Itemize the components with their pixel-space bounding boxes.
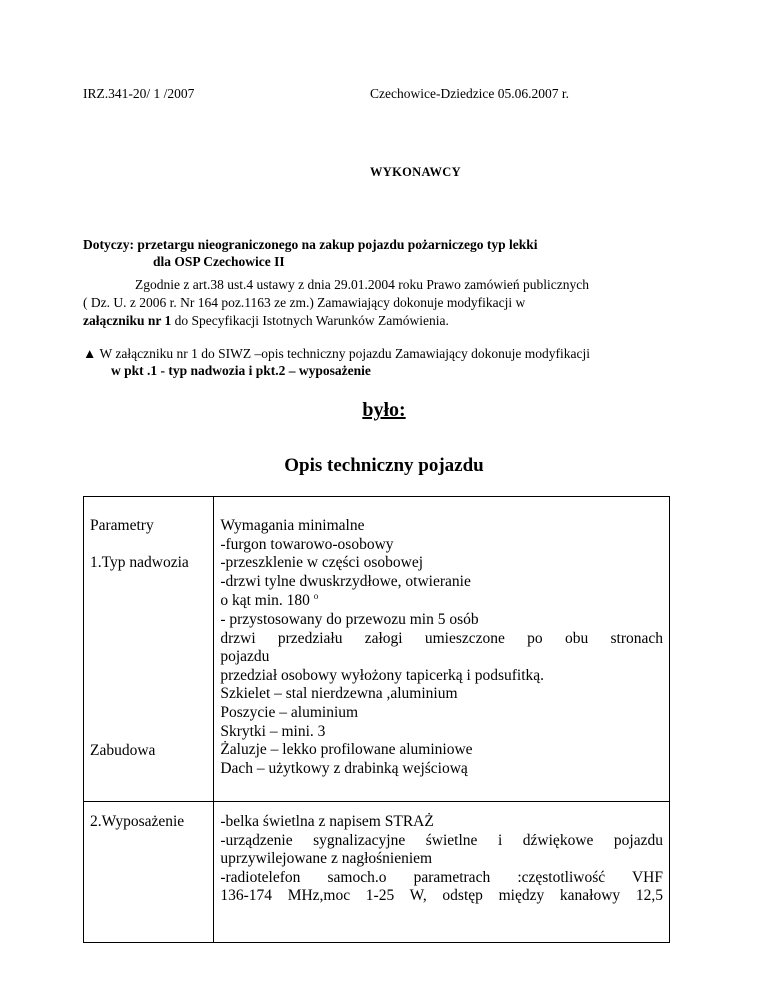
intro-line-1: Zgodnie z art.38 ust.4 ustawy z dnia 29.01.2004 roku Prawo zamówień publicznych (135, 277, 590, 292)
req-line: -urządzenie sygnalizacyjne świetlne i dźwiękowe pojazdu (220, 831, 663, 849)
header-wymagania: Wymagania minimalne (220, 517, 365, 534)
req-line: -belka świetlna z napisem STRAŻ (220, 813, 434, 830)
intro-line-3 (83, 312, 589, 330)
req-line: uprzywilejowane z nagłośnieniem (220, 850, 433, 868)
requirements-cell (214, 497, 670, 802)
degree-mark: o (313, 591, 319, 602)
req-line: Dach – użytkowy z drabinką wejściową (220, 759, 468, 777)
technical-spec-table (83, 496, 670, 943)
parameter-cell (84, 802, 214, 943)
table-title: Opis techniczny pojazdu (284, 455, 484, 476)
intro-line-2: ( Dz. U. z 2006 r. Nr 164 poz.1163 ze zm.) Zamawiający dokonuje modyfikacji w (83, 295, 526, 310)
modification-text: W załączniku nr 1 do SIWZ –opis techniczny pojazdu Zamawiający dokonuje modyfikacji (96, 346, 590, 361)
req-line: Żaluzje – lekko profilowane aluminiowe (220, 741, 473, 759)
param-wyposazenie: 2.Wyposażenie (90, 813, 185, 830)
header-parametry: Parametry (90, 517, 154, 534)
req-line: Poszycie – aluminium (220, 704, 359, 721)
parameter-cell (84, 497, 214, 802)
req-line: Skrytki – mini. 3 (220, 722, 326, 740)
modification-note-line-2: w pkt .1 - typ nadwozia i pkt.2 – wyposażenie (111, 363, 371, 378)
req-line: - przystosowany do przewozu min 5 osób (220, 611, 479, 628)
addressee-heading: WYKONAWCY (370, 165, 461, 179)
attachment-reference: załączniku nr 1 (83, 313, 172, 328)
req-line: przedział osobowy wyłożony tapicerką i podsufitką. (220, 666, 545, 684)
req-line (220, 592, 663, 611)
modification-note-line-1 (83, 345, 590, 362)
modification-note (83, 345, 590, 379)
req-line: -drzwi tylne dwuskrzydłowe, otwieranie (220, 572, 471, 590)
intro-line-3-rest: do Specyfikacji Istotnych Warunków Zamówienia. (171, 313, 449, 328)
subject-block (83, 236, 537, 270)
table-row (84, 497, 670, 802)
table-row (84, 802, 670, 943)
document-reference-number: IRZ.341-20/ 1 /2007 (83, 86, 195, 101)
triangle-bullet-icon: ▲ (83, 346, 97, 361)
req-line: drzwi przedziału załogi umieszczone po obu stronach (220, 629, 663, 647)
subject-line-1: Dotyczy: przetargu nieograniczonego na zakup pojazdu pożarniczego typ lekki (83, 237, 538, 252)
subject-line-2: dla OSP Czechowice II (153, 254, 285, 269)
req-line: Szkielet – stal nierdzewna ,aluminium (220, 685, 458, 703)
req-angle-text: o kąt min. 180 (220, 592, 314, 610)
req-line: -furgon towarowo-osobowy (220, 535, 394, 553)
requirements-cell (214, 802, 670, 943)
section-label-bylo: było: (362, 399, 406, 421)
req-line: 136-174 MHz,moc 1-25 W, odstęp między kanałowy 12,5 (220, 887, 663, 905)
place-and-date: Czechowice-Dziedzice 05.06.2007 r. (370, 86, 570, 101)
param-zabudowa: Zabudowa (90, 742, 156, 759)
req-line: -radiotelefon samoch.o parametrach :częstotliwość VHF (220, 868, 663, 886)
intro-paragraph (83, 276, 589, 330)
req-line: -przeszklenie w części osobowej (220, 554, 424, 572)
req-line: pojazdu (220, 648, 270, 666)
param-typ-nadwozia: 1.Typ nadwozia (90, 554, 189, 571)
